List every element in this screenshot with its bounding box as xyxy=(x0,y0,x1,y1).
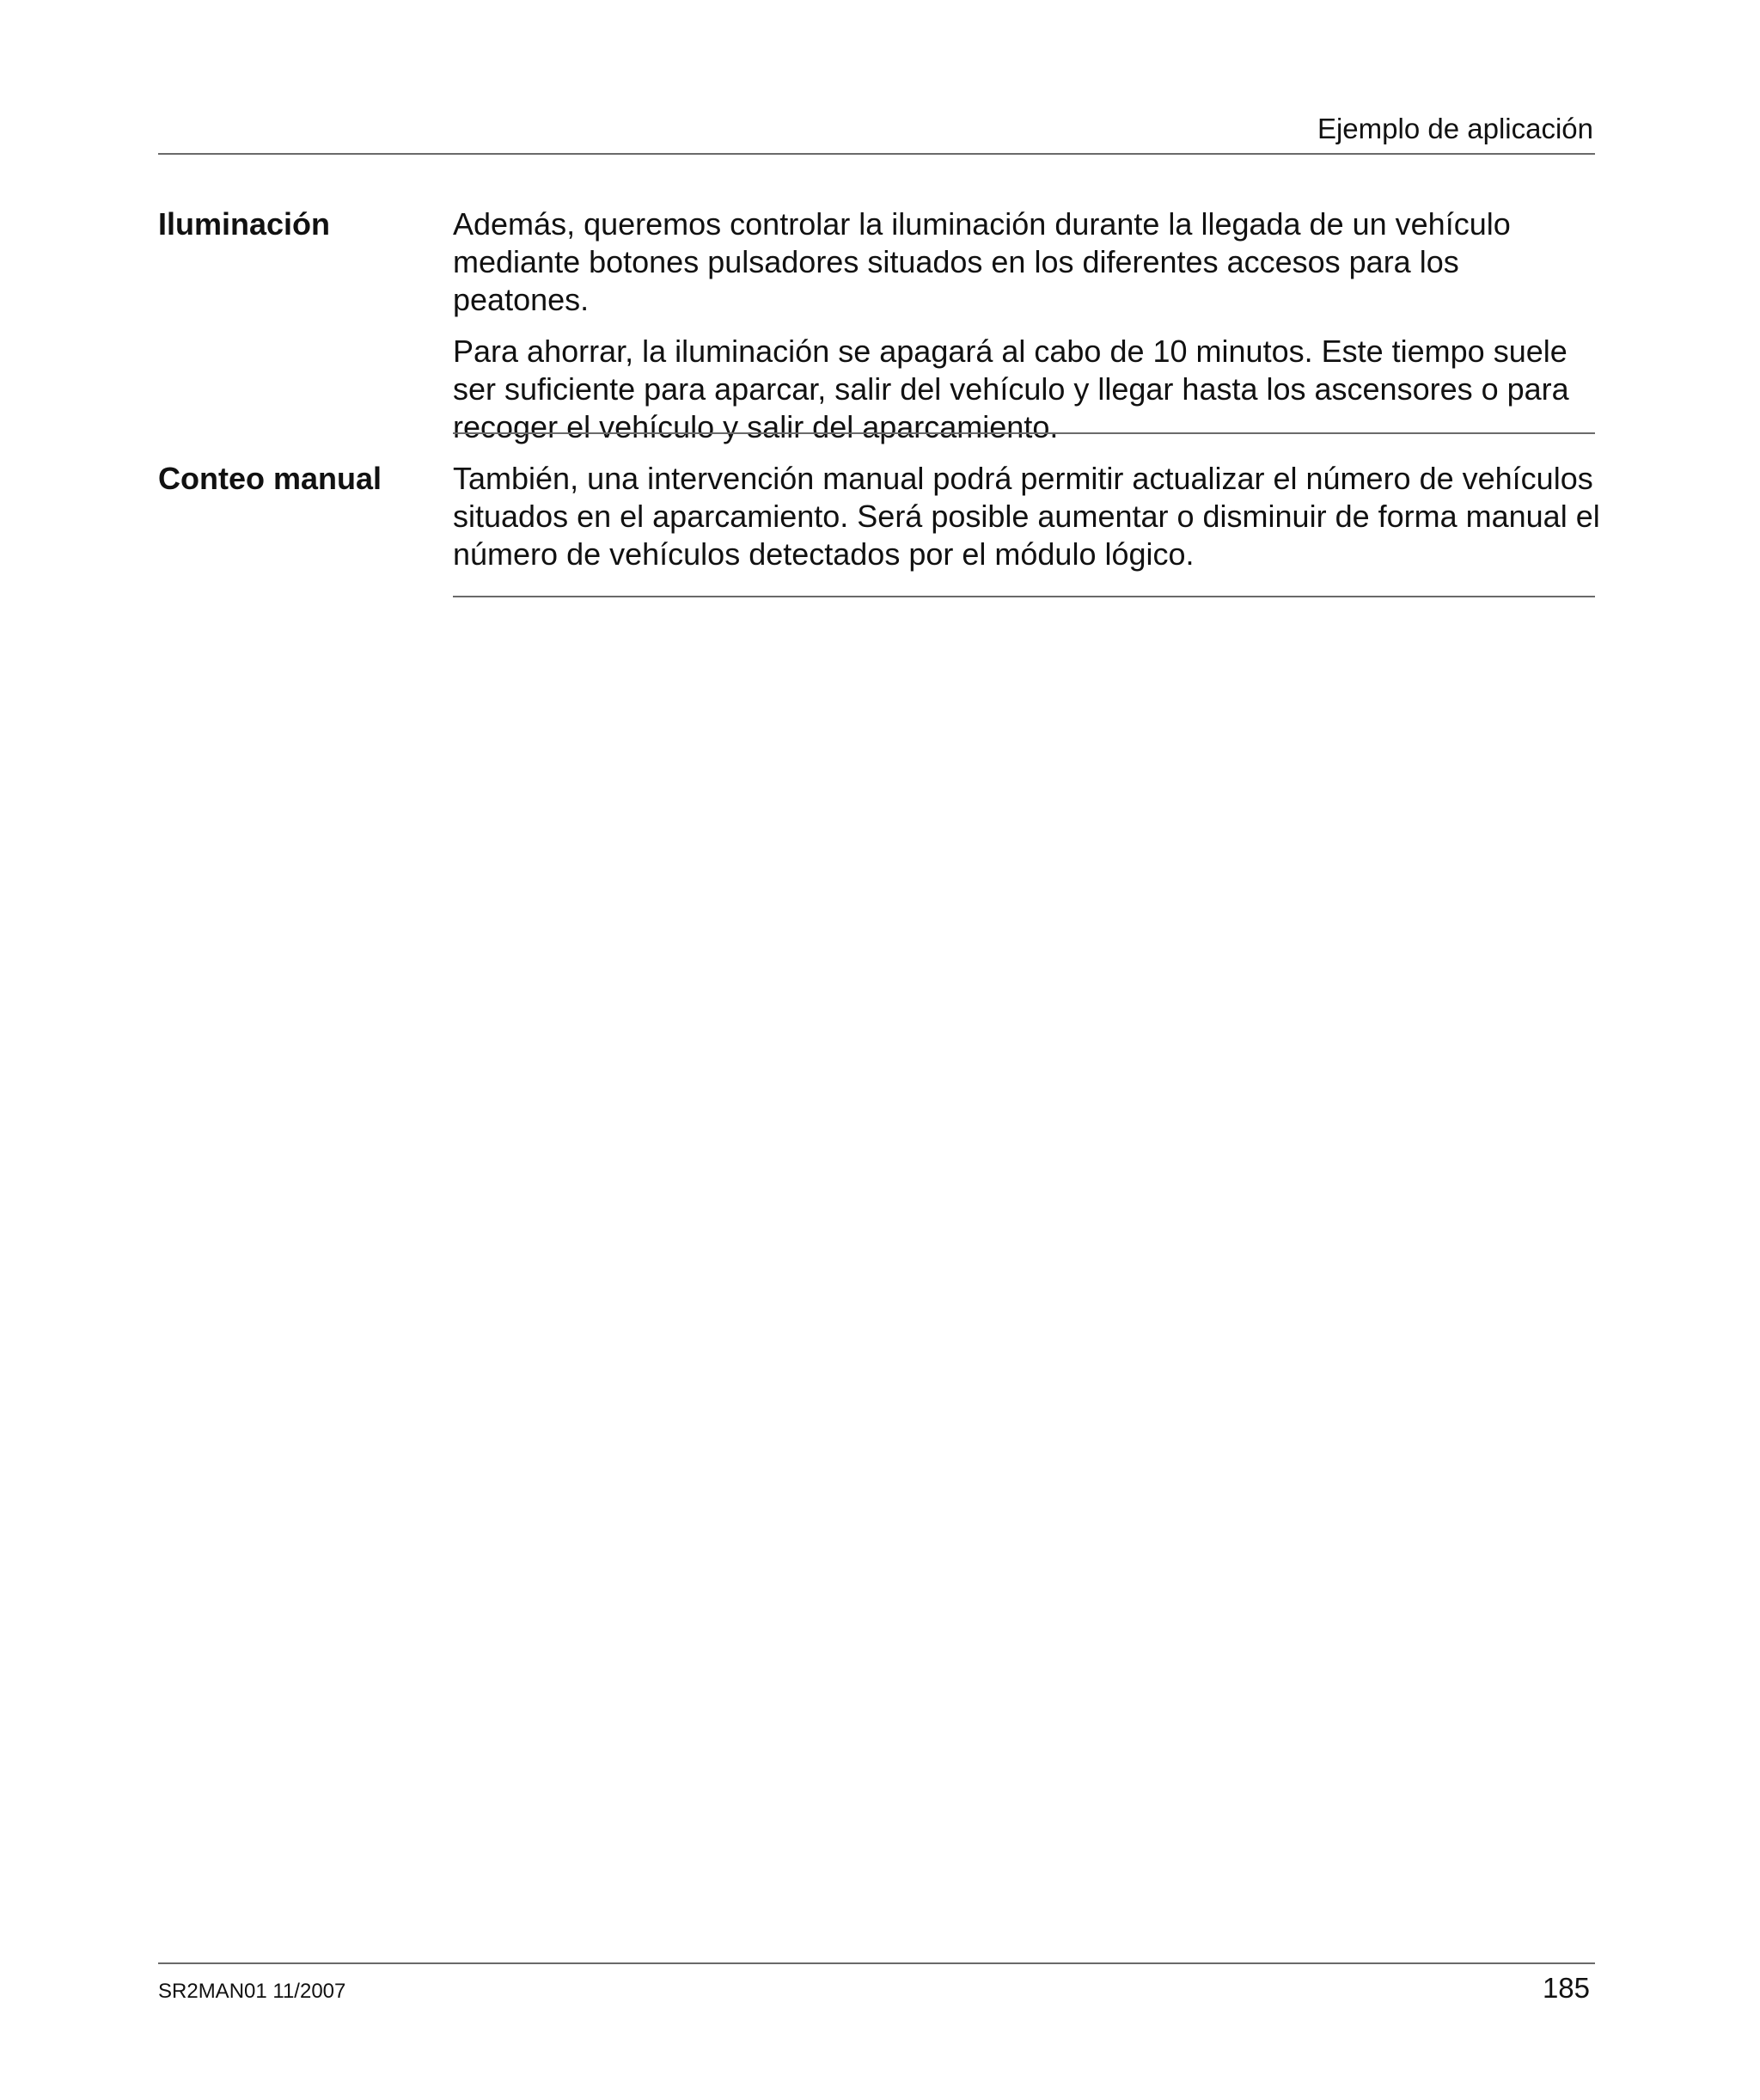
page-number: 185 xyxy=(1542,1972,1590,2004)
paragraph: Para ahorrar, la iluminación se apagará al cabo de 10 minutos. Este tiempo suele ser suficiente para aparcar, salir del vehículo y llegar hasta los ascensores o para recoger el vehículo y salir del aparcamiento. xyxy=(453,334,1569,444)
running-header-title: Ejemplo de aplicación xyxy=(1317,113,1593,144)
section-label-iluminacion: Iluminación xyxy=(158,206,331,242)
section-label-conteo-manual: Conteo manual xyxy=(158,461,382,496)
footer-divider xyxy=(158,1962,1595,1964)
section-body-conteo-manual xyxy=(453,460,1600,587)
paragraph: Además, queremos controlar la iluminación durante la llegada de un vehículo mediante botones pulsadores situados en los diferentes accesos para los peatones. xyxy=(453,206,1511,317)
section-divider xyxy=(453,596,1595,597)
header-divider xyxy=(158,153,1595,155)
section-body-iluminacion xyxy=(453,205,1600,460)
footer-document-code: SR2MAN01 11/2007 xyxy=(158,1980,346,2003)
section-divider xyxy=(453,432,1595,434)
paragraph: También, una intervención manual podrá permitir actualizar el número de vehículos situados en el aparcamiento. Será posible aumentar o disminuir de forma manual el número de vehículos detectados por el módulo lógico. xyxy=(453,461,1600,572)
